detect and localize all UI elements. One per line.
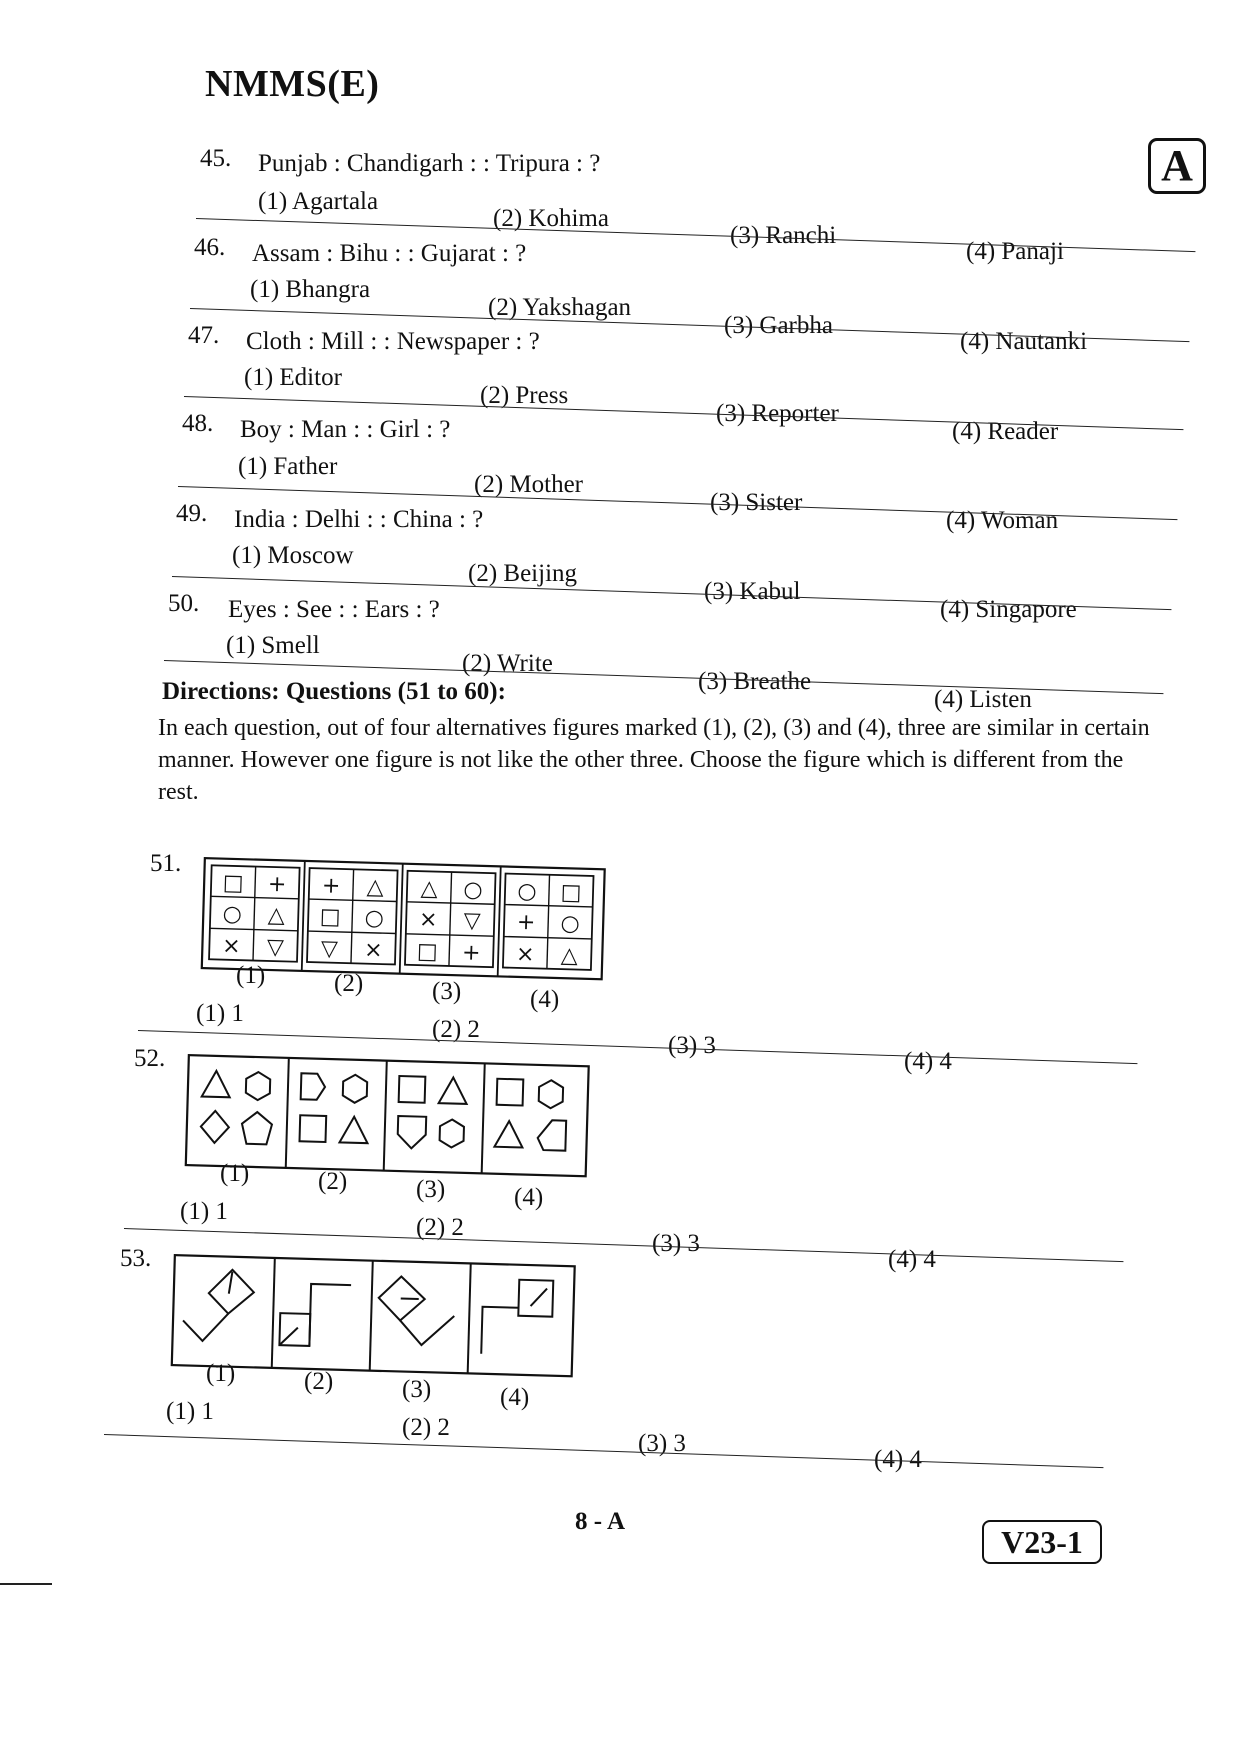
option-3[interactable]: (3) Garbha bbox=[724, 312, 833, 339]
grid-symbol: △ bbox=[560, 943, 579, 969]
option-1[interactable]: (1) Father bbox=[238, 453, 338, 480]
question-text: Eyes : See : : Ears : ? bbox=[228, 596, 440, 623]
figure-label: (2) bbox=[318, 1168, 348, 1195]
figure-2 bbox=[299, 1073, 369, 1143]
hexagon-icon bbox=[343, 1074, 368, 1103]
option-2[interactable]: (2) Write bbox=[462, 650, 553, 677]
figure-label: (1) bbox=[220, 1160, 250, 1187]
pentagon-icon bbox=[241, 1112, 272, 1145]
question-number: 53. bbox=[120, 1245, 152, 1272]
figure-label: (4) bbox=[500, 1384, 530, 1411]
triangle-icon bbox=[439, 1077, 468, 1104]
figure-label: (3) bbox=[402, 1376, 432, 1403]
option-3[interactable]: (3) Reporter bbox=[716, 400, 839, 427]
grid-symbol: □ bbox=[222, 870, 244, 897]
figure-4 bbox=[481, 1279, 553, 1356]
question-number: 52. bbox=[134, 1045, 166, 1072]
option-2[interactable]: (2) Yakshagan bbox=[488, 294, 632, 321]
grid-symbol: □ bbox=[319, 904, 342, 930]
grid-symbol: ○ bbox=[222, 901, 243, 928]
hexagon-icon bbox=[439, 1119, 464, 1148]
grid-symbol: + bbox=[321, 873, 341, 899]
square-icon bbox=[518, 1280, 553, 1317]
bent-line bbox=[182, 1312, 228, 1341]
hexagon-icon bbox=[246, 1072, 271, 1101]
figure-3 bbox=[397, 1076, 467, 1150]
paper-code-badge: V23-1 bbox=[982, 1520, 1102, 1564]
grid-symbol: ○ bbox=[364, 905, 385, 932]
question-number: 49. bbox=[176, 500, 208, 527]
figure-3 bbox=[377, 1276, 455, 1346]
grid-symbol: △ bbox=[366, 874, 384, 901]
grid-symbol: + bbox=[461, 940, 481, 966]
option-1[interactable]: (1) 1 bbox=[196, 1000, 244, 1027]
grid-symbol: □ bbox=[416, 939, 439, 965]
option-1[interactable]: (1) Editor bbox=[244, 364, 342, 391]
question-number: 47. bbox=[188, 322, 220, 349]
grid-symbol: □ bbox=[560, 880, 582, 906]
option-2[interactable]: (2) Kohima bbox=[493, 205, 609, 232]
figure-label: (2) bbox=[334, 970, 364, 997]
hexagon-icon bbox=[539, 1080, 564, 1109]
option-4[interactable]: (4) 4 bbox=[874, 1446, 922, 1473]
option-1[interactable]: (1) 1 bbox=[180, 1198, 228, 1225]
triangle-icon bbox=[494, 1121, 523, 1148]
option-4[interactable]: (4) Woman bbox=[946, 507, 1059, 534]
option-4[interactable]: (4) Listen bbox=[934, 686, 1032, 713]
bent-line bbox=[309, 1284, 351, 1347]
option-4[interactable]: (4) Singapore bbox=[940, 596, 1077, 623]
grid-symbol: ○ bbox=[517, 878, 537, 905]
question-number: 51. bbox=[150, 850, 182, 877]
directions-text: In each question, out of four alternatives figures marked (1), (2), (3) and (4), three are similar in certain manner. However one figure is not like the other three. Choose the figure which is different from the rest. bbox=[158, 715, 1150, 805]
bent-line bbox=[399, 1314, 454, 1345]
question-number: 46. bbox=[194, 234, 226, 261]
grid-symbol: ○ bbox=[463, 877, 484, 903]
square-icon bbox=[497, 1079, 524, 1106]
option-1[interactable]: (1) 1 bbox=[166, 1398, 214, 1425]
grid-symbol: × bbox=[515, 941, 535, 968]
diamond-icon bbox=[200, 1111, 229, 1144]
grid-symbol: △ bbox=[420, 876, 438, 902]
option-3[interactable]: (3) Sister bbox=[710, 489, 803, 516]
option-4[interactable]: (4) Panaji bbox=[966, 238, 1064, 265]
option-3[interactable]: (3) Breathe bbox=[698, 668, 812, 695]
option-1[interactable]: (1) Smell bbox=[226, 632, 320, 659]
divider bbox=[104, 1434, 1103, 1468]
triangle-icon bbox=[339, 1116, 368, 1143]
option-1[interactable]: (1) Agartala bbox=[258, 188, 379, 215]
figure-4 bbox=[494, 1079, 567, 1151]
question-text: Cloth : Mill : : Newspaper : ? bbox=[246, 328, 540, 355]
inner-line bbox=[229, 1272, 233, 1294]
figure-label: (4) bbox=[530, 986, 560, 1013]
grid-symbol: ▽ bbox=[320, 936, 339, 962]
option-4[interactable]: (4) 4 bbox=[904, 1048, 952, 1075]
inner-line bbox=[401, 1298, 419, 1299]
square-icon bbox=[299, 1115, 326, 1142]
option-2[interactable]: (2) 2 bbox=[402, 1414, 450, 1441]
option-4[interactable]: (4) Nautanki bbox=[960, 328, 1088, 355]
page-number: 8 - A bbox=[575, 1508, 625, 1535]
grid-symbol: × bbox=[418, 907, 438, 933]
bent-line bbox=[481, 1307, 518, 1355]
grid-symbol: × bbox=[363, 937, 383, 964]
inner-line bbox=[279, 1327, 297, 1345]
option-3[interactable]: (3) Ranchi bbox=[730, 222, 837, 249]
figure-label: (2) bbox=[304, 1368, 334, 1395]
question-text: Assam : Bihu : : Gujarat : ? bbox=[252, 240, 527, 267]
figure-label: (3) bbox=[432, 978, 462, 1005]
figure-1 bbox=[200, 1071, 273, 1145]
triangle-icon bbox=[202, 1071, 231, 1098]
figure-label: (1) bbox=[236, 962, 266, 989]
grid-symbol: ▽ bbox=[463, 908, 482, 934]
figure-1 bbox=[182, 1268, 254, 1342]
figure-label: (1) bbox=[206, 1360, 236, 1387]
pentagon-icon bbox=[537, 1120, 566, 1151]
grid-symbol: × bbox=[221, 933, 241, 960]
directions-heading: Directions: Questions (51 to 60): bbox=[162, 678, 506, 705]
figure-label: (4) bbox=[514, 1184, 544, 1211]
question-number: 50. bbox=[168, 590, 200, 617]
grid-symbol: + bbox=[516, 909, 536, 936]
option-3[interactable]: (3) 3 bbox=[652, 1230, 700, 1257]
option-1[interactable]: (1) Moscow bbox=[232, 542, 354, 569]
pentagon-icon bbox=[397, 1116, 426, 1149]
question-text: Punjab : Chandigarh : : Tripura : ? bbox=[258, 150, 601, 177]
option-2[interactable]: (2) 2 bbox=[416, 1214, 464, 1241]
option-4[interactable]: (4) 4 bbox=[888, 1246, 936, 1273]
grid-symbol: ▽ bbox=[266, 934, 285, 961]
set-code-badge: A bbox=[1148, 138, 1206, 194]
question-number: 48. bbox=[182, 410, 214, 437]
grid-symbol: + bbox=[267, 871, 287, 898]
option-3[interactable]: (3) 3 bbox=[668, 1032, 716, 1059]
square-icon bbox=[399, 1076, 426, 1103]
option-2[interactable]: (2) Press bbox=[480, 382, 569, 409]
option-2[interactable]: (2) Mother bbox=[474, 471, 583, 498]
inner-line bbox=[531, 1288, 547, 1306]
figure-label: (3) bbox=[416, 1176, 446, 1203]
question-number: 45. bbox=[200, 145, 232, 172]
option-2[interactable]: (2) 2 bbox=[432, 1016, 480, 1043]
question-text: India : Delhi : : China : ? bbox=[234, 506, 484, 533]
figure-2 bbox=[279, 1283, 351, 1347]
option-3[interactable]: (3) Kabul bbox=[704, 578, 801, 605]
option-4[interactable]: (4) Reader bbox=[952, 418, 1059, 445]
grid-symbol: △ bbox=[267, 902, 286, 929]
option-2[interactable]: (2) Beijing bbox=[468, 560, 578, 587]
grid-symbol: ○ bbox=[560, 911, 581, 937]
option-1[interactable]: (1) Bhangra bbox=[250, 276, 371, 303]
option-3[interactable]: (3) 3 bbox=[638, 1430, 686, 1457]
question-text: Boy : Man : : Girl : ? bbox=[240, 416, 451, 443]
margin-mark bbox=[0, 1583, 52, 1585]
exam-title: NMMS(E) bbox=[205, 63, 380, 105]
pentagon-icon bbox=[301, 1073, 326, 1100]
